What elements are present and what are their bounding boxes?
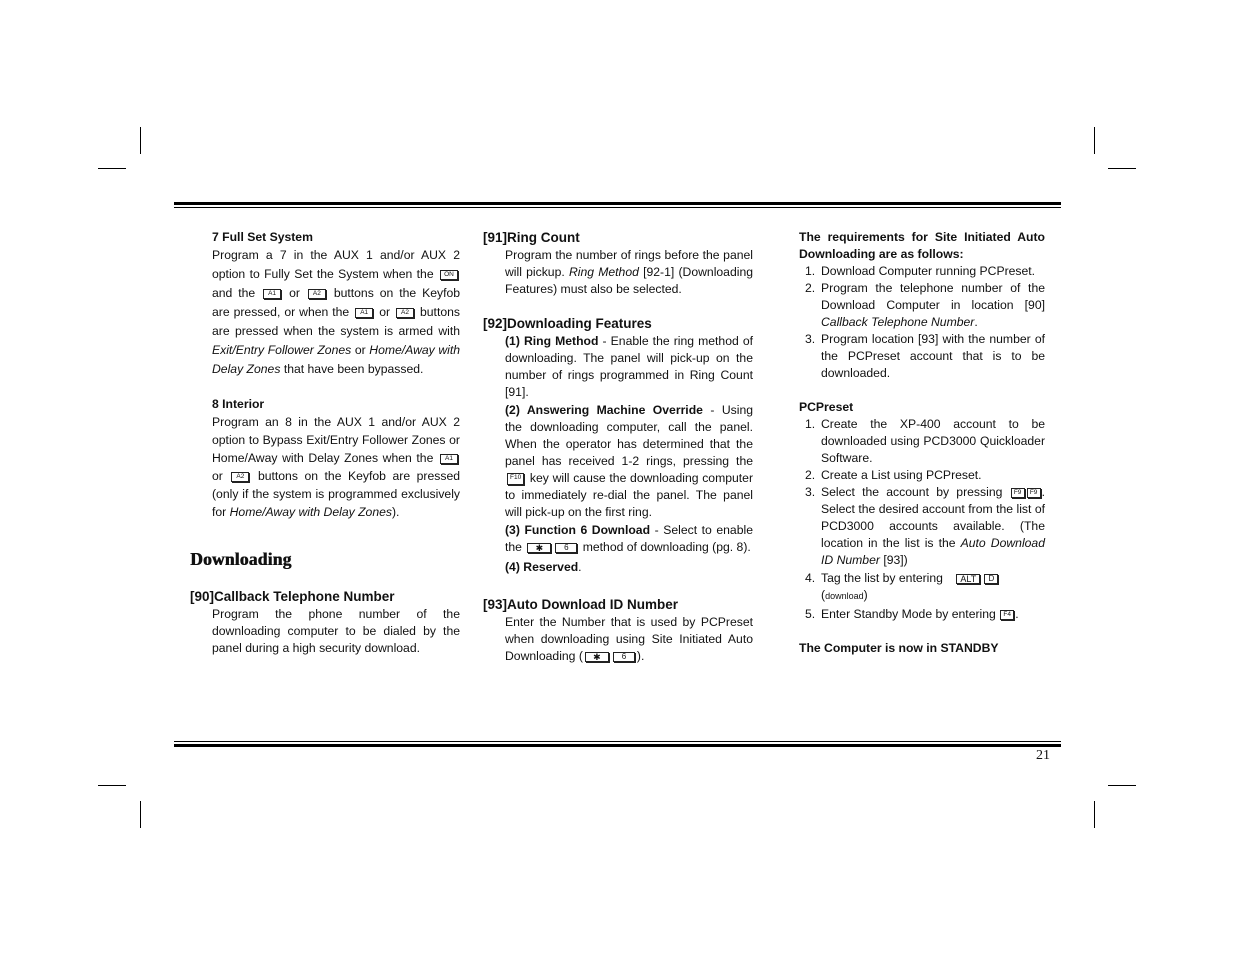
list-item: 2. Program the telephone number of the Download Computer in location [90] Callback Telephone Number. — [805, 281, 1045, 329]
text: ). — [391, 505, 400, 519]
downloading-heading: Downloading — [190, 549, 292, 569]
text: or — [379, 305, 391, 319]
a2-key-icon: A2 — [396, 308, 414, 318]
list-number: 5. — [805, 607, 816, 621]
on-key-icon: ON — [440, 270, 458, 280]
footer-rule-thick — [174, 744, 1061, 747]
list-item — [799, 331, 1045, 382]
f9-key-icon: F9 — [1027, 488, 1041, 498]
column-left — [190, 229, 460, 657]
text: or — [354, 343, 366, 357]
italic-text: Home/Away with Delay Zones — [212, 343, 461, 376]
text: Program a 7 in the AUX 1 and/or AUX 2 option to Fully Set the System when the — [212, 248, 460, 281]
text: Program the telephone number of the Download Computer in location [90] — [821, 281, 1045, 312]
column-right — [799, 229, 1045, 657]
header-rule-thin — [174, 207, 1061, 208]
crop-mark-bottom-left-horizontal — [98, 785, 126, 786]
pcpreset-list — [799, 416, 1045, 623]
ring-count-heading: [91]Ring Count — [483, 230, 580, 245]
auto-download-id-heading: [93]Auto Download ID Number — [483, 597, 678, 612]
text: ) — [863, 588, 868, 602]
list-number: 4. — [805, 571, 816, 585]
list-item — [799, 570, 1045, 605]
list-number: 2. — [805, 468, 816, 482]
full-set-title: 7 Full Set System — [212, 230, 313, 244]
interior-paragraph — [212, 413, 460, 521]
a1-key-icon: A1 — [440, 454, 458, 464]
text: . — [578, 560, 582, 574]
list-number: 3. — [805, 485, 816, 499]
small-text: download — [825, 591, 864, 601]
callback-paragraph: Program the phone number of the downloading computer to be dialed by the panel during a high security download. — [212, 607, 460, 655]
text: - Enable the ring method of downloading. The panel will pick-up on the number of rings programmed in Ring Count [91]. — [505, 334, 753, 399]
list-item — [799, 484, 1045, 569]
text: method of downloading (pg. 8). — [582, 540, 751, 554]
list-number: 2. — [805, 281, 816, 295]
list-item — [799, 416, 1045, 467]
text: key will cause the downloading computer to immediately re-dial the panel. The panel will pick-up on the first ring. — [505, 471, 753, 519]
f9-key-icon: F9 — [1011, 488, 1025, 498]
feature-label: (1) Ring Method — [505, 334, 599, 348]
text: Tag the list by entering — [821, 571, 943, 585]
callback-heading: [90]Callback Telephone Number — [190, 589, 395, 604]
text: Enter Standby Mode by entering — [821, 607, 996, 621]
six-key-icon: 6 — [613, 652, 635, 662]
feature-label: (4) Reserved — [505, 560, 579, 574]
list-item — [799, 263, 1045, 280]
crop-mark-bottom-right-horizontal — [1108, 785, 1136, 786]
text: buttons on the Keyfob are pressed, or when the — [212, 286, 461, 319]
standby-note: The Computer is now in STANDBY — [799, 641, 999, 655]
italic-text: Ring Method — [568, 265, 639, 279]
text: [92-1] (Downloading Features) must also be selected. — [505, 265, 754, 296]
requirements-heading: The requirements for Site Initiated Auto Downloading are as follows: — [799, 230, 1045, 261]
list-number: 3. — [805, 332, 816, 346]
crop-mark-top-right-vertical — [1094, 127, 1095, 154]
text: buttons are pressed when the system is armed with — [212, 305, 460, 338]
text: and the — [212, 286, 256, 300]
text: - Using the downloading computer, call the panel. When the operator has determined that the panel has received 1-2 rings, pressing the — [505, 403, 754, 468]
text: that have been bypassed. — [283, 362, 424, 376]
requirements-list — [799, 263, 1045, 382]
text: or — [212, 469, 223, 483]
star-key-icon: ✱ — [585, 652, 609, 662]
list-item — [799, 467, 1045, 484]
text: - Select to enable the — [505, 523, 753, 554]
text: Program the number of rings before the panel will pickup. — [505, 248, 753, 279]
downloading-features-heading: [92]Downloading Features — [483, 316, 652, 331]
ring-count-paragraph — [483, 247, 753, 298]
list-number: 1. — [805, 417, 816, 431]
crop-mark-bottom-right-vertical — [1094, 801, 1095, 828]
crop-mark-bottom-left-vertical — [140, 801, 141, 828]
auto-download-id-paragraph — [483, 614, 753, 665]
list-number: 1. — [805, 264, 816, 278]
crop-mark-top-right-horizontal — [1108, 168, 1136, 169]
text: . Select the desired account from the list of PCD3000 accounts available. (The location in the list is the — [821, 485, 1045, 550]
italic-text: Exit/Entry Follower Zones — [212, 343, 352, 357]
f4-key-icon: F4 — [1000, 610, 1014, 620]
text: Select the account by pressing — [821, 485, 1003, 499]
text: Create a List using PCPreset. — [821, 468, 982, 482]
list-item — [799, 606, 1045, 623]
text: ( — [821, 588, 826, 602]
six-key-icon: 6 — [555, 543, 577, 553]
feature-4 — [505, 559, 753, 576]
crop-mark-top-left-horizontal — [98, 168, 126, 169]
text: Create the XP-400 account to be downloaded using PCD3000 Quickloader Software. — [821, 417, 1045, 465]
a1-key-icon: A1 — [263, 289, 281, 299]
feature-1 — [505, 333, 753, 401]
footer-rule-thin — [174, 741, 1061, 742]
a2-key-icon: A2 — [231, 472, 249, 482]
header-rule-thick — [174, 202, 1061, 205]
text: ). — [636, 649, 645, 663]
feature-2 — [505, 402, 753, 521]
interior-title: 8 Interior — [212, 397, 265, 411]
italic-text: Auto Download ID Number — [821, 536, 1045, 567]
text: . — [1015, 607, 1019, 621]
text: [93]) — [883, 553, 908, 567]
column-middle — [483, 229, 753, 665]
alt-key-icon: ALT — [956, 574, 980, 584]
a1-key-icon: A1 — [355, 308, 373, 318]
feature-label: (3) Function 6 Download — [505, 523, 651, 537]
text: Program location [93] with the number of the PCPreset account that is to be downloaded. — [821, 332, 1045, 380]
a2-key-icon: A2 — [308, 289, 326, 299]
feature-label: (2) Answering Machine Override — [505, 403, 703, 417]
page-number: 21 — [1036, 748, 1050, 763]
text: or — [289, 286, 300, 300]
star-key-icon: ✱ — [527, 543, 551, 553]
text: buttons on the Keyfob are pressed (only if the system is programmed exclusively for — [212, 469, 461, 519]
pcpreset-heading: PCPreset — [799, 400, 854, 414]
italic-text: Callback Telephone Number — [821, 315, 975, 329]
f10-key-icon: F10 — [507, 473, 524, 485]
d-key-icon: D — [984, 574, 998, 584]
italic-text: Home/Away with Delay Zones — [229, 505, 392, 519]
text: Program an 8 in the AUX 1 and/or AUX 2 option to Bypass Exit/Entry Follower Zones or Home/Away with Delay Zones when the — [212, 415, 460, 465]
crop-mark-top-left-vertical — [140, 127, 141, 154]
feature-3 — [505, 522, 753, 556]
text: Download Computer running PCPreset. — [821, 264, 1036, 278]
full-set-paragraph — [212, 246, 460, 379]
text: Enter the Number that is used by PCPreset when downloading using Site Initiated Auto Downloading ( — [505, 615, 753, 663]
